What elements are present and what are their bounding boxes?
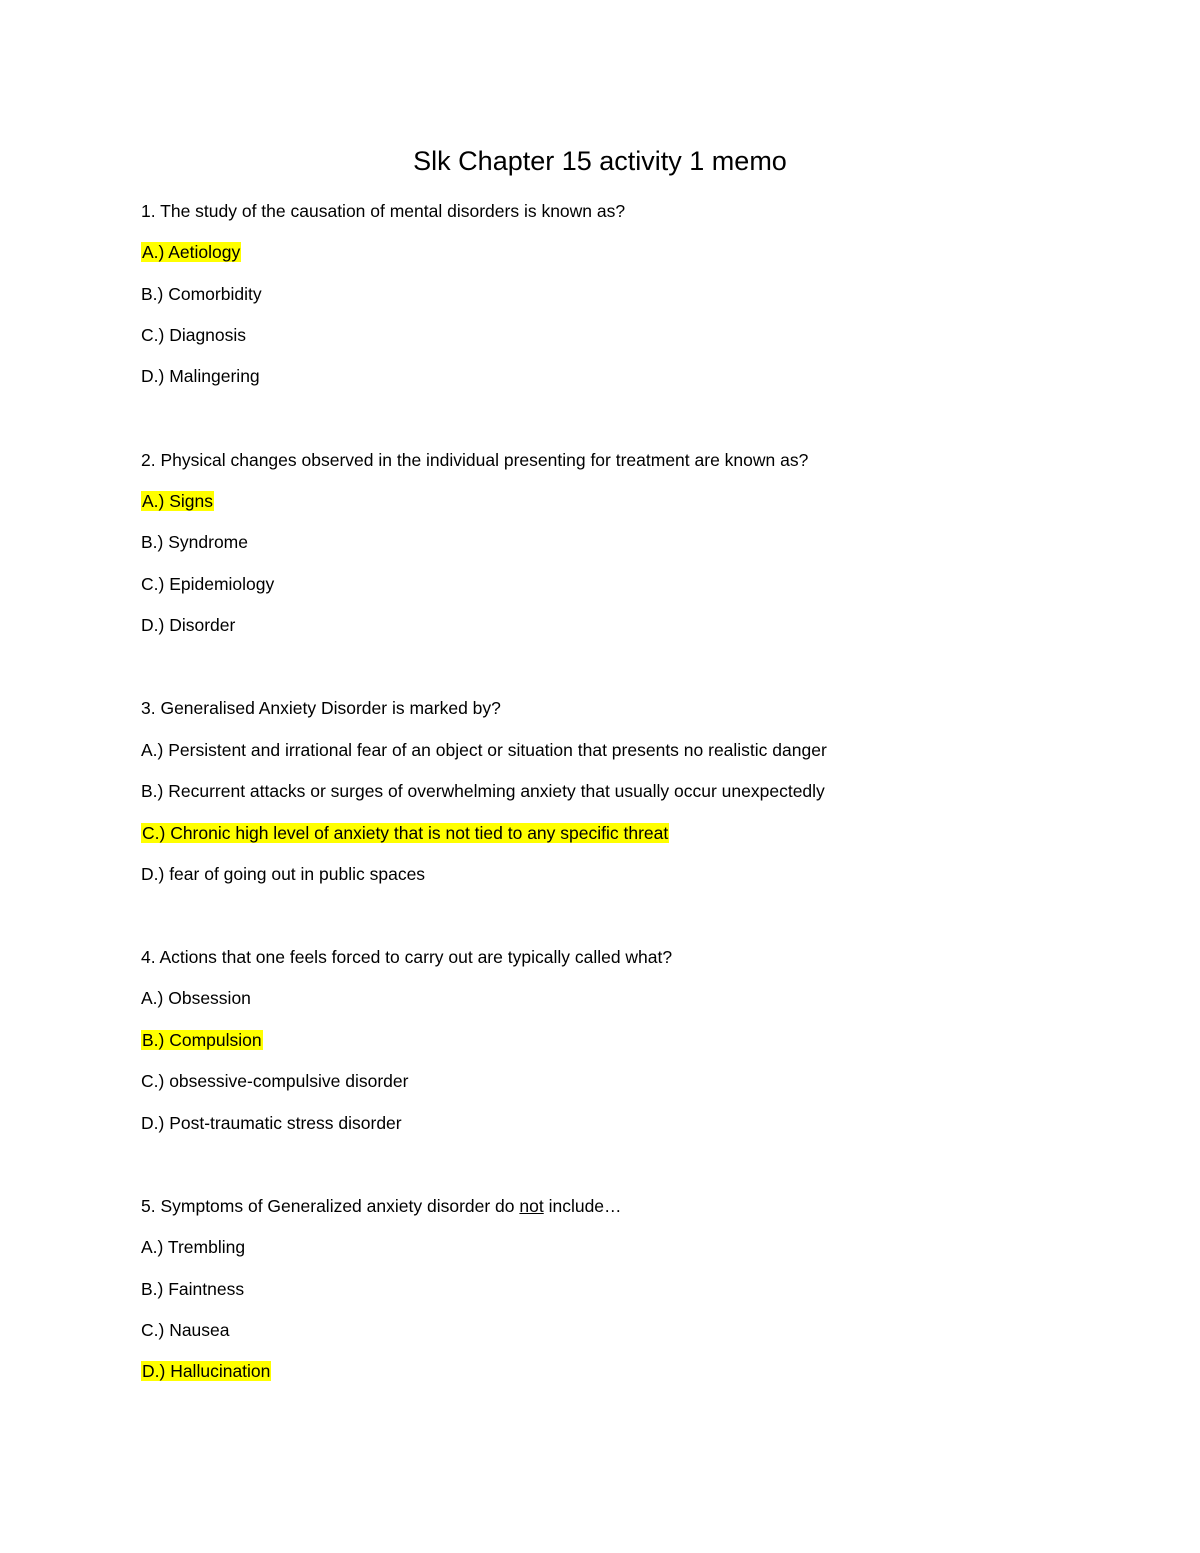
answer-highlight: A.) Aetiology	[142, 242, 241, 262]
question-3-option-a: A.) Persistent and irrational fear of an object or situation that presents no realistic danger	[141, 740, 827, 760]
question-2-text: 2. Physical changes observed in the individual presenting for treatment are known as?	[141, 450, 809, 470]
question-4-option-b	[141, 1028, 263, 1052]
question-3-text: 3. Generalised Anxiety Disorder is marked by?	[141, 698, 501, 718]
question-4-option-a: A.) Obsession	[141, 988, 251, 1008]
answer-highlight: C.) Chronic high level of anxiety that is not tied to any specific threat	[142, 823, 669, 843]
answer-highlight: D.) Hallucination	[142, 1361, 271, 1381]
question-5-text-end: include…	[543, 1196, 622, 1216]
question-5-option-b: B.) Faintness	[141, 1279, 245, 1299]
question-3-option-c	[141, 821, 669, 845]
question-4-text: 4. Actions that one feels forced to carry out are typically called what?	[141, 947, 673, 967]
question-1-option-c: C.) Diagnosis	[141, 325, 247, 345]
question-3-option-d: D.) fear of going out in public spaces	[141, 864, 426, 884]
question-5-text-start: 5. Symptoms of Generalized anxiety disorder do	[141, 1196, 520, 1216]
question-5-text	[141, 1194, 622, 1218]
question-2-option-a	[141, 489, 214, 513]
question-5-option-d	[141, 1359, 271, 1383]
question-2-option-d: D.) Disorder	[141, 615, 236, 635]
question-3-option-b: B.) Recurrent attacks or surges of overwhelming anxiety that usually occur unexpectedly	[141, 781, 825, 801]
question-1-option-a	[141, 240, 241, 264]
question-5-option-a: A.) Trembling	[141, 1237, 246, 1257]
question-2-option-b: B.) Syndrome	[141, 532, 248, 552]
question-1-option-b: B.) Comorbidity	[141, 284, 262, 304]
answer-highlight: A.) Signs	[142, 491, 213, 511]
question-1-text: 1. The study of the causation of mental disorders is known as?	[141, 201, 626, 221]
question-4-option-c: C.) obsessive-compulsive disorder	[141, 1071, 409, 1091]
question-2-option-c: C.) Epidemiology	[141, 574, 275, 594]
question-5-emphasis: not	[519, 1196, 544, 1216]
question-1-option-d: D.) Malingering	[141, 366, 260, 386]
document-title: Slk Chapter 15 activity 1 memo	[413, 146, 787, 176]
question-4-option-d: D.) Post-traumatic stress disorder	[141, 1113, 402, 1133]
answer-highlight: B.) Compulsion	[142, 1030, 262, 1050]
question-5-option-c: C.) Nausea	[141, 1320, 230, 1340]
